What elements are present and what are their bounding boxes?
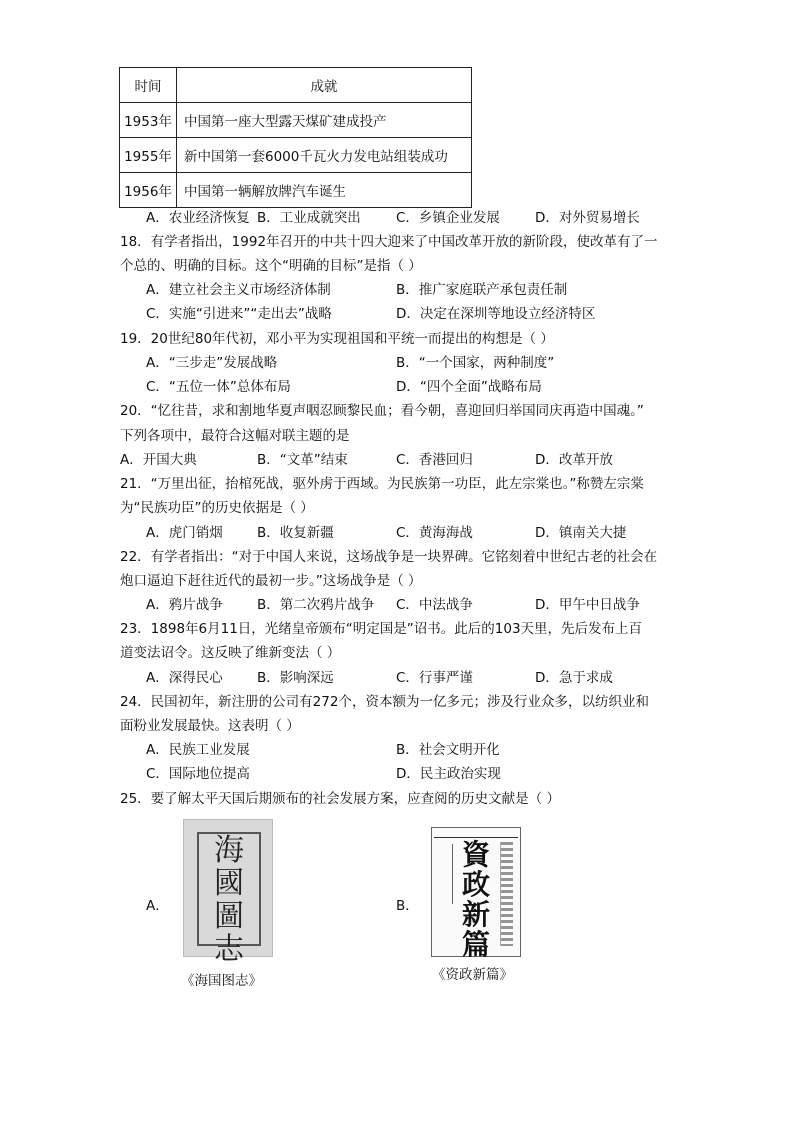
table-header-row xyxy=(120,68,472,103)
q18-option-a: A．建立社会主义市场经济体制 xyxy=(146,282,331,298)
q24-stem-line2: 面粉业发展最快。这表明（ ） xyxy=(120,718,300,734)
q23-stem-line2: 道变法诏令。这反映了维新变法（ ） xyxy=(120,645,341,661)
q20-option-c: C．香港回归 xyxy=(396,452,473,468)
q19-stem-line1: 19．20世纪80年代初，邓小平为实现祖国和平统一而提出的构想是（ ） xyxy=(120,331,554,347)
table-row xyxy=(120,103,472,138)
q20-stem-line2: 下列各项中，最符合这幅对联主题的是 xyxy=(120,428,350,444)
table-row xyxy=(120,138,472,173)
table-header-cell: 成就 xyxy=(177,68,472,103)
q22-option-b: B．第二次鸦片战争 xyxy=(257,597,375,613)
q22-option-d: D．甲午中日战争 xyxy=(535,597,640,613)
q17-option-a: A．农业经济恢复 xyxy=(146,210,250,226)
table-cell: 1953年 xyxy=(120,103,177,138)
achievement-table xyxy=(119,67,472,208)
table-row xyxy=(120,173,472,208)
haiguo-tuzhi-cover-image xyxy=(183,819,273,967)
q25-option-b-label: B． xyxy=(396,898,419,914)
q24-stem-line1: 24．民国初年，新注册的公司有272个，资本额为一亿多元；涉及行业众多，以纺织业和 xyxy=(120,694,649,710)
q19-option-c: C．“五位一体”总体布局 xyxy=(146,379,291,395)
q24-option-a: A．民族工业发展 xyxy=(146,742,250,758)
zizheng-xinpian-cover-image xyxy=(431,827,521,961)
q22-option-c: C．中法战争 xyxy=(396,597,473,613)
q20-option-b: B．“文革”结束 xyxy=(257,452,348,468)
q25-option-a-label: A． xyxy=(146,898,169,914)
q20-option-d: D．改革开放 xyxy=(535,452,613,468)
q23-option-c: C．行事严谨 xyxy=(396,670,473,686)
q21-stem-line1: 21．“万里出征，抬棺死战，驱外虏于西域。为民族第一功臣，此左宗棠也。”称赞左宗棠 xyxy=(120,476,644,492)
table-cell: 新中国第一套6000千瓦火力发电站组装成功 xyxy=(177,138,472,173)
q18-option-b: B．推广家庭联产承包责任制 xyxy=(396,282,568,298)
q18-stem-line2: 个总的、明确的目标。这个“明确的目标”是指（ ） xyxy=(120,258,422,274)
q24-option-d: D．民主政治实现 xyxy=(396,766,501,782)
q21-option-b: B．收复新疆 xyxy=(257,525,334,541)
q20-option-a: A．开国大典 xyxy=(120,452,197,468)
q23-option-d: D．急于求成 xyxy=(535,670,613,686)
q22-option-a: A．鸦片战争 xyxy=(146,597,223,613)
table-cell: 1956年 xyxy=(120,173,177,208)
cover-left-column xyxy=(440,844,453,904)
q19-option-b: B．“一个国家，两种制度” xyxy=(396,355,555,371)
table-cell: 1955年 xyxy=(120,138,177,173)
q25-option-b-caption: 《资政新篇》 xyxy=(432,967,513,983)
q19-option-a: A．“三步走”发展战略 xyxy=(146,355,278,371)
q23-option-b: B．影响深远 xyxy=(257,670,334,686)
q19-option-d: D．“四个全面”战略布局 xyxy=(396,379,542,395)
q20-stem-line1: 20．“忆往昔，求和割地华夏声咽忍顾黎民血；看今朝，喜迎回归举国同庆再造中国魂。” xyxy=(120,403,644,419)
q21-option-d: D．镇南关大捷 xyxy=(535,525,627,541)
q17-option-d: D．对外贸易增长 xyxy=(535,210,640,226)
q22-stem-line2: 炮口逼迫下赶往近代的最初一步。”这场战争是（ ） xyxy=(120,573,422,589)
cover-title: 海國圖志 xyxy=(214,833,244,967)
q21-option-a: A．虎门销烟 xyxy=(146,525,223,541)
q18-option-c: C．实施“引进来”“走出去”战略 xyxy=(146,306,332,322)
q21-stem-line2: 为“民族功臣”的历史依据是（ ） xyxy=(120,500,314,516)
q25-stem-line1: 25．要了解太平天国后期颁布的社会发展方案，应查阅的历史文献是（ ） xyxy=(120,791,560,807)
table-cell: 中国第一辆解放牌汽车诞生 xyxy=(177,173,472,208)
cover-top-band xyxy=(434,831,518,838)
q17-option-c: C．乡镇企业发展 xyxy=(396,210,500,226)
q18-option-d: D．决定在深圳等地设立经济特区 xyxy=(396,306,596,322)
q24-option-b: B．社会文明开化 xyxy=(396,742,500,758)
table-cell: 中国第一座大型露天煤矿建成投产 xyxy=(177,103,472,138)
q23-option-a: A．深得民心 xyxy=(146,670,223,686)
q25-option-a-caption: 《海国图志》 xyxy=(181,973,262,989)
cover-right-column xyxy=(500,842,513,946)
q22-stem-line1: 22．有学者指出：“对于中国人来说，这场战争是一块界碑。它铭刻着中世纪古老的社会在 xyxy=(120,549,658,565)
q17-option-b: B．工业成就突出 xyxy=(257,210,361,226)
q24-option-c: C．国际地位提高 xyxy=(146,766,250,782)
cover-title: 資政新篇 xyxy=(461,838,490,961)
q21-option-c: C．黄海海战 xyxy=(396,525,473,541)
q23-stem-line1: 23．1898年6月11日，光绪皇帝颁布“明定国是”诏书。此后的103天里，先后发布上百 xyxy=(120,621,643,637)
q18-stem-line1: 18．有学者指出，1992年召开的中共十四大迎来了中国改革开放的新阶段，使改革有了一 xyxy=(120,234,658,250)
table-header-cell: 时间 xyxy=(120,68,177,103)
